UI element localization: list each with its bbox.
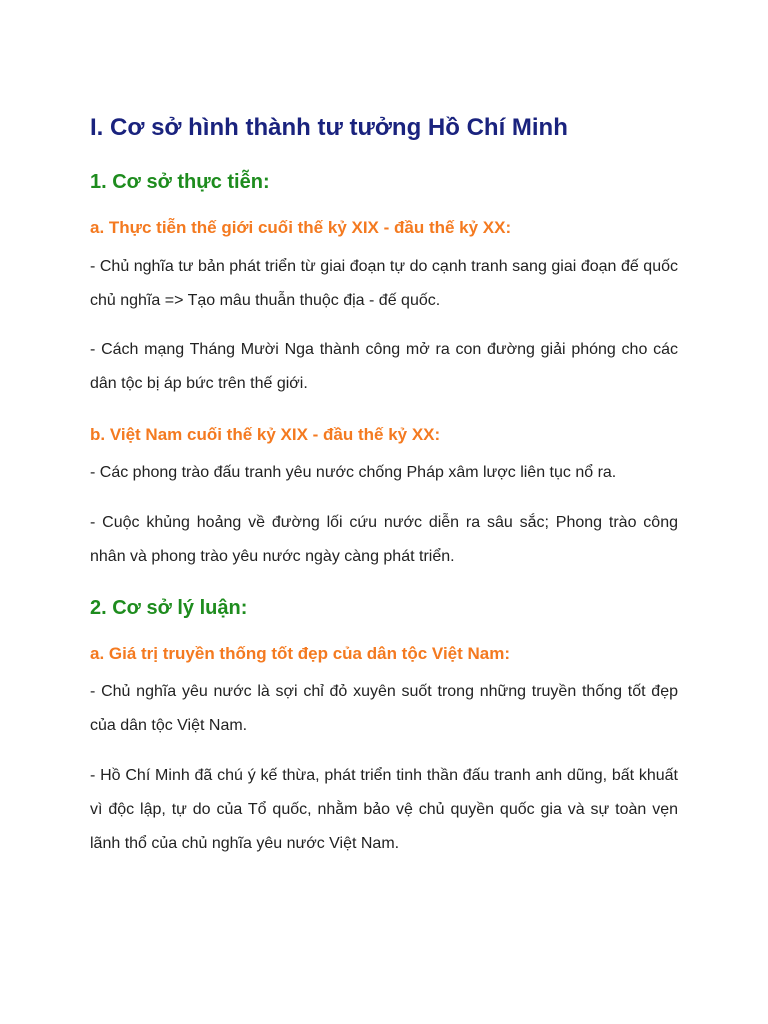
page-title: I. Cơ sở hình thành tư tưởng Hồ Chí Minh	[90, 114, 568, 141]
section-1a-heading: a. Thực tiễn thế giới cuối thế kỷ XIX - đầu thế kỷ XX:	[90, 218, 512, 237]
section-2-heading: 2. Cơ sở lý luận:	[90, 597, 248, 619]
section-2a-paragraph-2: - Hồ Chí Minh đã chú ý kế thừa, phát triển tinh thần đấu tranh anh dũng, bất khuất vì độc lập, tự do của Tổ quốc, nhằm bảo vệ chủ quyền quốc gia và sự toàn vẹn lãnh thổ của chủ nghĩa yêu nước Việt Nam.	[90, 767, 678, 852]
section-2a-paragraph-1: - Chủ nghĩa yêu nước là sợi chỉ đỏ xuyên suốt trong những truyền thống tốt đẹp của dân tộc Việt Nam.	[90, 683, 678, 734]
section-1-heading: 1. Cơ sở thực tiễn:	[90, 171, 270, 193]
section-2a-heading: a. Giá trị truyền thống tốt đẹp của dân tộc Việt Nam:	[90, 644, 511, 663]
section-1b-heading: b. Việt Nam cuối thế kỷ XIX - đầu thế kỷ XX:	[90, 425, 441, 444]
section-1a-paragraph-1: - Chủ nghĩa tư bản phát triển từ giai đoạn tự do cạnh tranh sang giai đoạn đế quốc chủ nghĩa => Tạo mâu thuẫn thuộc địa - đế quốc.	[90, 258, 678, 309]
section-1b-paragraph-2: - Cuộc khủng hoảng về đường lối cứu nước diễn ra sâu sắc; Phong trào công nhân và phong trào yêu nước ngày càng phát triển.	[90, 514, 678, 565]
section-1b-paragraph-1: - Các phong trào đấu tranh yêu nước chống Pháp xâm lược liên tục nổ ra.	[90, 464, 617, 481]
section-1a-paragraph-2: - Cách mạng Tháng Mười Nga thành công mở ra con đường giải phóng cho các dân tộc bị áp bức trên thế giới.	[90, 341, 678, 392]
